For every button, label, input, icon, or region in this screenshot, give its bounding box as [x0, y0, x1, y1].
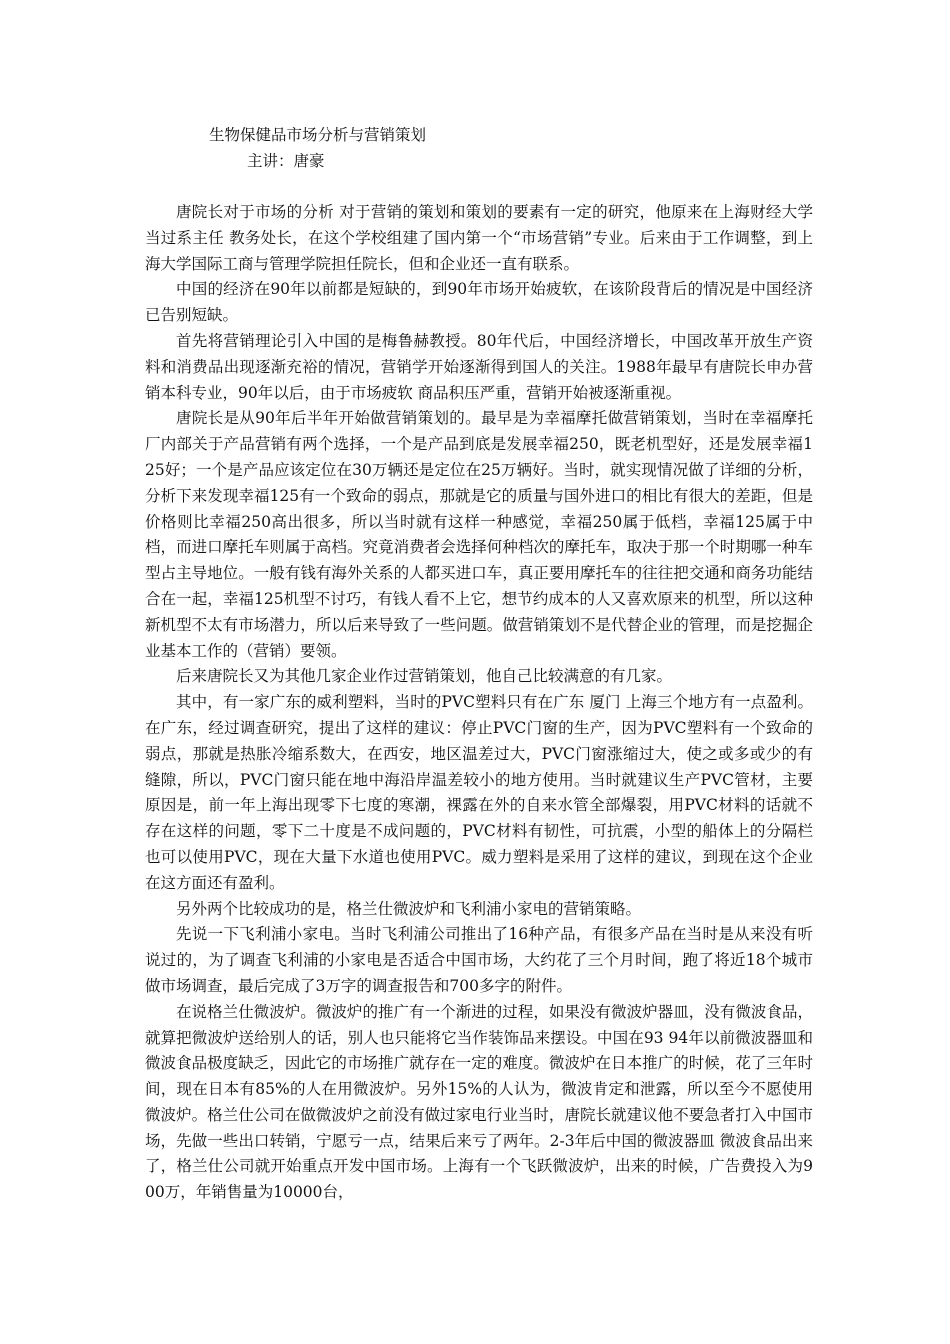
- document-body: [145, 200, 813, 1206]
- paragraph: 后来唐院长又为其他几家企业作过营销策划，他自己比较满意的有几家。: [176, 667, 673, 686]
- paragraph: 在说格兰仕微波炉。微波炉的推广有一个渐进的过程，如果没有微波炉器皿，没有微波食品，就算把微波炉送给别人的话，别人也只能将它当作装饰品来摆设。中国在93 94年以前微波器皿和微波食品极度缺乏，因此它的市场推广就存在一定的难度。微波炉在日本推广的时候，花了三年时间，现在日本有85%的人在用微波炉。另外15%的人认为，微波肯定和泄露，所以至今不愿使用微波炉。格兰仕公司在做微波炉之前没有做过家电行业当时，唐院长就建议他不要急者打入中国市场，先做一些出口转销，宁愿亏一点，结果后来亏了两年。2-3年后中国的微波器皿 微波食品出来了，格兰仕公司就开始重点开发中国市场。上海有一个飞跃微波炉，出来的时候，广告费投入为900万，年销售量为10000台，: [145, 1002, 813, 1202]
- paragraph: 首先将营销理论引入中国的是梅鲁赫教授。80年代后，中国经济增长，中国改革开放生产资料和消费品出现逐渐充裕的情况，营销学开始逐渐得到国人的关注。1988年最早有唐院长申办营销本科专业，90年以后，由于市场疲软 商品积压严重，营销开始被逐渐重视。: [145, 331, 813, 402]
- document-page: [145, 122, 813, 1206]
- paragraph: 唐院长对于市场的分析 对于营销的策划和策划的要素有一定的研究，他原来在上海财经大学当过系主任 教务处长，在这个学校组建了国内第一个“市场营销”专业。后来由于工作调整，到上海大学国际工商与管理学院担任院长，但和企业还一直有联系。: [145, 203, 813, 273]
- document-subtitle: 主讲：唐豪: [247, 152, 325, 170]
- paragraph: 其中，有一家广东的威利塑料，当时的PVC塑料只有在广东 厦门 上海三个地方有一点盈利。在广东，经过调查研究，提出了这样的建议：停止PVC门窗的生产，因为PVC塑料有一个致命的弱点，那就是热胀冷缩系数大，在西安，地区温差过大，PVC门窗涨缩过大，使之或多或少的有缝隙，所以，PVC门窗只能在地中海沿岸温差较小的地方使用。当时就建议生产PVC管材，主要原因是，前一年上海出现零下七度的寒潮，裸露在外的自来水管全部爆裂，用PVC材料的话就不存在这样的问题，零下二十度是不成问题的，PVC材料有韧性，可抗震，小型的船体上的分隔栏也可以使用PVC，现在大量下水道也使用PVC。威力塑料是采用了这样的建议，到现在这个企业在这方面还有盈利。: [145, 693, 813, 892]
- document-title: 生物保健品市场分析与营销策划: [209, 126, 427, 144]
- paragraph: 先说一下飞利浦小家电。当时飞利浦公司推出了16种产品，有很多产品在当时是从来没有听说过的，为了调查飞利浦的小家电是否适合中国市场，大约花了三个月时间，跑了将近18个城市做市场调查，最后完成了3万字的调查报告和700多字的附件。: [145, 925, 813, 995]
- paragraph: 中国的经济在90年以前都是短缺的，到90年市场开始疲软，在该阶段背后的情况是中国经济已告别短缺。: [145, 280, 813, 325]
- paragraph: 唐院长是从90年后半年开始做营销策划的。最早是为幸福摩托做营销策划，当时在幸福摩托厂内部关于产品营销有两个选择，一个是产品到底是发展幸福250，既老机型好，还是发展幸福125好；一个是产品应该定位在30万辆还是定位在25万辆好。当时，就实现情况做了详细的分析，分析下来发现幸福125有一个致命的弱点，那就是它的质量与国外进口的相比有很大的差距，但是价格则比幸福250高出很多，所以当时就有这样一种感觉，幸福250属于低档，幸福125属于中档，而进口摩托车则属于高档。究竟消费者会选择何种档次的摩托车，取决于那一个时期哪一种车型占主导地位。一般有钱有海外关系的人都买进口车，真正要用摩托车的往往把交通和商务功能结合在一起，幸福125机型不讨巧，有钱人看不上它，想节约成本的人又喜欢原来的机型，所以这种新机型不太有市场潜力，所以后来导致了一些问题。做营销策划不是代替企业的管理，而是挖掘企业基本工作的（营销）要领。: [145, 409, 813, 660]
- paragraph: 另外两个比较成功的是，格兰仕微波炉和飞利浦小家电的营销策略。: [176, 899, 642, 918]
